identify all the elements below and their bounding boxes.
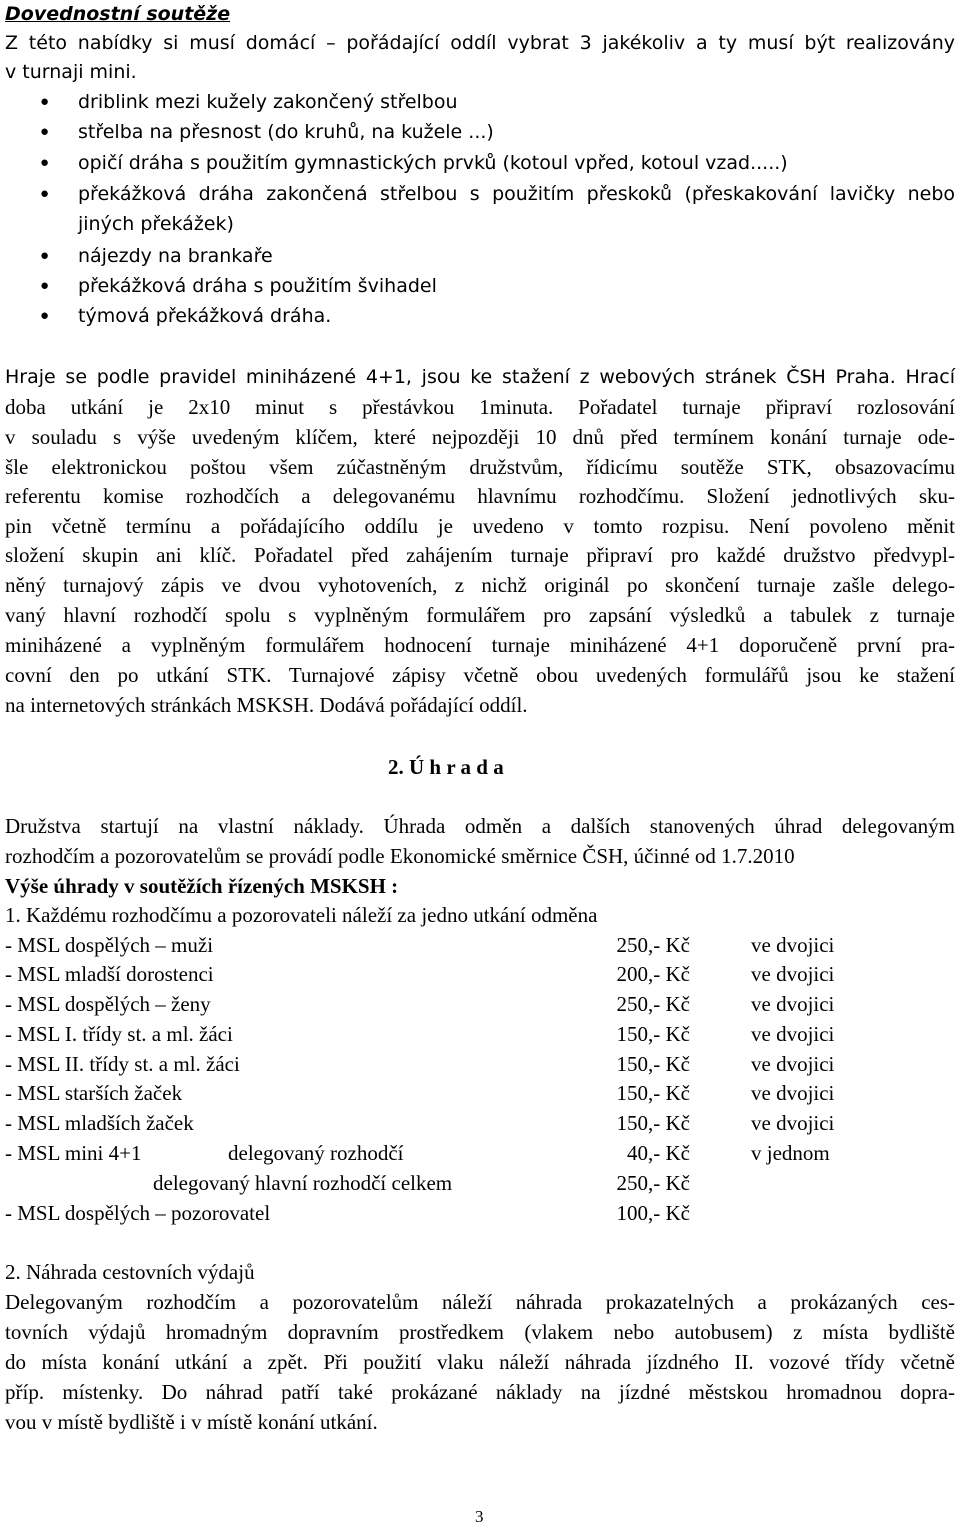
fee-category: - MSL II. třídy st. a ml. žáci [5, 1052, 240, 1076]
fee-category: - MSL mladší dorostenci [5, 962, 214, 986]
travel-heading: 2. Náhrada cestovních výdajů [5, 1260, 255, 1284]
paragraph-line: Delegovaným rozhodčím a pozorovatelům náleží náhrada prokazatelných a prokázaných ces- [5, 1290, 955, 1314]
list-item: střelba na přesnost (do kruhů, na kužele ...) [78, 121, 494, 143]
list-item: nájezdy na brankaře [78, 245, 273, 267]
fee-note: ve dvojici [751, 992, 835, 1016]
section-heading: 2. Ú h r a d a [388, 755, 504, 779]
paragraph-line: rozhodčím a pozorovatelům se provádí podle Ekonomické směrnice ČSH, účinné od 1.7.2010 [5, 844, 795, 868]
list-item: opičí dráha s použitím gymnastických prvků (kotoul vpřed, kotoul vzad.....) [78, 152, 788, 174]
paragraph-line: na internetových stránkách MSKSH. Dodává pořádající oddíl. [5, 693, 528, 717]
fee-note: ve dvojici [751, 962, 835, 986]
paragraph-line: vou v místě bydliště i v místě konání utkání. [5, 1410, 378, 1434]
paragraph-line: covní den po utkání STK. Turnajové zápisy včetně obou uvedených formulářů jsou ke stažení [5, 663, 955, 687]
bullet-icon: ● [40, 94, 50, 110]
paragraph-line: pin včetně termínu a pořádajícího oddílu je uvedeno v tomto rozpisu. Není povoleno měnit [5, 514, 955, 538]
fees-heading: Výše úhrady v soutěžích řízených MSKSH : [5, 874, 399, 898]
fee-amount: 100,- Kč [616, 1201, 690, 1225]
paragraph-line: referentu komise rozhodčích a delegovanému hlavnímu rozhodčímu. Složení jednotlivých sku- [5, 484, 955, 508]
fee-category: - MSL I. třídy st. a ml. žáci [5, 1022, 233, 1046]
bullet-icon: ● [40, 155, 50, 171]
list-item: překážková dráha s použitím švihadel [78, 275, 437, 297]
fee-amount: 150,- Kč [616, 1081, 690, 1105]
paragraph-line: miniházené a vyplněným formulářem hodnocení turnaje miniházené 4+1 doporučeně první pra- [5, 633, 955, 657]
bullet-icon: ● [40, 248, 50, 264]
fee-category: - MSL mladších žaček [5, 1111, 194, 1135]
fee-amount: 250,- Kč [616, 992, 690, 1016]
bullet-icon: ● [40, 186, 50, 202]
list-item-continuation: jiných překážek) [78, 213, 234, 235]
bullet-icon: ● [40, 308, 50, 324]
fee-amount: 150,- Kč [616, 1022, 690, 1046]
paragraph-line: do místa konání utkání a zpět. Při použití vlaku náleží náhrada jízdného II. vozové třídy včetně [5, 1350, 955, 1374]
fee-amount: 150,- Kč [616, 1111, 690, 1135]
fee-amount: 200,- Kč [616, 962, 690, 986]
fee-note: ve dvojici [751, 933, 835, 957]
intro-line: Z této nabídky si musí domácí – pořádající oddíl vybrat 3 jakékoliv a ty musí být realizovány [5, 32, 955, 54]
fee-amount: 150,- Kč [616, 1052, 690, 1076]
list-item: překážková dráha zakončená střelbou s použitím přeskoků (přeskakování lavičky nebo [78, 183, 955, 205]
fee-category: - MSL dospělých – ženy [5, 992, 211, 1016]
fee-amount: 250,- Kč [616, 933, 690, 957]
paragraph-line: něný turnajový zápis ve dvou vyhotoveních, z nichž originál po skončení turnaje zašle delego- [5, 573, 955, 597]
fee-category: - MSL mini 4+1 [5, 1141, 142, 1165]
fee-role: delegovaný hlavní rozhodčí celkem [153, 1171, 453, 1195]
paragraph-line: doba utkání je 2x10 minut s přestávkou 1minuta. Pořadatel turnaje připraví rozlosování [5, 395, 955, 419]
fee-category: - MSL dospělých – muži [5, 933, 214, 957]
fee-note: ve dvojici [751, 1111, 835, 1135]
paragraph-line: příp. místenky. Do náhrad patří také prokázané náklady na jízdné městskou hromadnou dopra- [5, 1380, 955, 1404]
paragraph-line: složení skupin ani klíč. Pořadatel před zahájením turnaje připraví pro každé družstvo předvypl- [5, 543, 955, 567]
paragraph-line: Družstva startují na vlastní náklady. Úhrada odměn a dalších stanovených úhrad delegovaným [5, 814, 955, 838]
intro-line: v turnaji mini. [5, 61, 137, 83]
fee-note: v jednom [751, 1141, 830, 1165]
list-item: driblink mezi kužely zakončený střelbou [78, 91, 458, 113]
fee-category: - MSL dospělých – pozorovatel [5, 1201, 271, 1225]
bullet-icon: ● [40, 124, 50, 140]
fee-amount: 40,- Kč [627, 1141, 690, 1165]
paragraph-line: Hraje se podle pravidel miniházené 4+1, jsou ke stažení z webových stránek ČSH Praha. Hrací [5, 366, 955, 388]
fee-note: ve dvojici [751, 1022, 835, 1046]
paragraph-line: šle elektronickou poštou všem zúčastněným družstvům, řídicímu soutěže STK, obsazovacímu [5, 455, 955, 479]
page-number: 3 [475, 1507, 484, 1526]
bullet-icon: ● [40, 278, 50, 294]
fee-amount: 250,- Kč [616, 1171, 690, 1195]
fee-role: delegovaný rozhodčí [228, 1141, 404, 1165]
paragraph-line: v souladu s výše uvedeným klíčem, které nejpozději 10 dnů před termínem konání turnaje ode- [5, 425, 955, 449]
list-item: týmová překážková dráha. [78, 305, 332, 327]
fees-intro: 1. Každému rozhodčímu a pozorovateli náleží za jedno utkání odměna [5, 903, 598, 927]
paragraph-line: tovních výdajů hromadným dopravním prostředkem (vlakem nebo autobusem) z místa bydliště [5, 1320, 955, 1344]
fee-category: - MSL starších žaček [5, 1081, 183, 1105]
fee-note: ve dvojici [751, 1081, 835, 1105]
section-title: Dovednostní soutěže [5, 3, 231, 25]
paragraph-line: vaný hlavní rozhodčí spolu s vyplněným formulářem pro zapsání výsledků a tabulek z turnaje [5, 603, 955, 627]
fee-note: ve dvojici [751, 1052, 835, 1076]
